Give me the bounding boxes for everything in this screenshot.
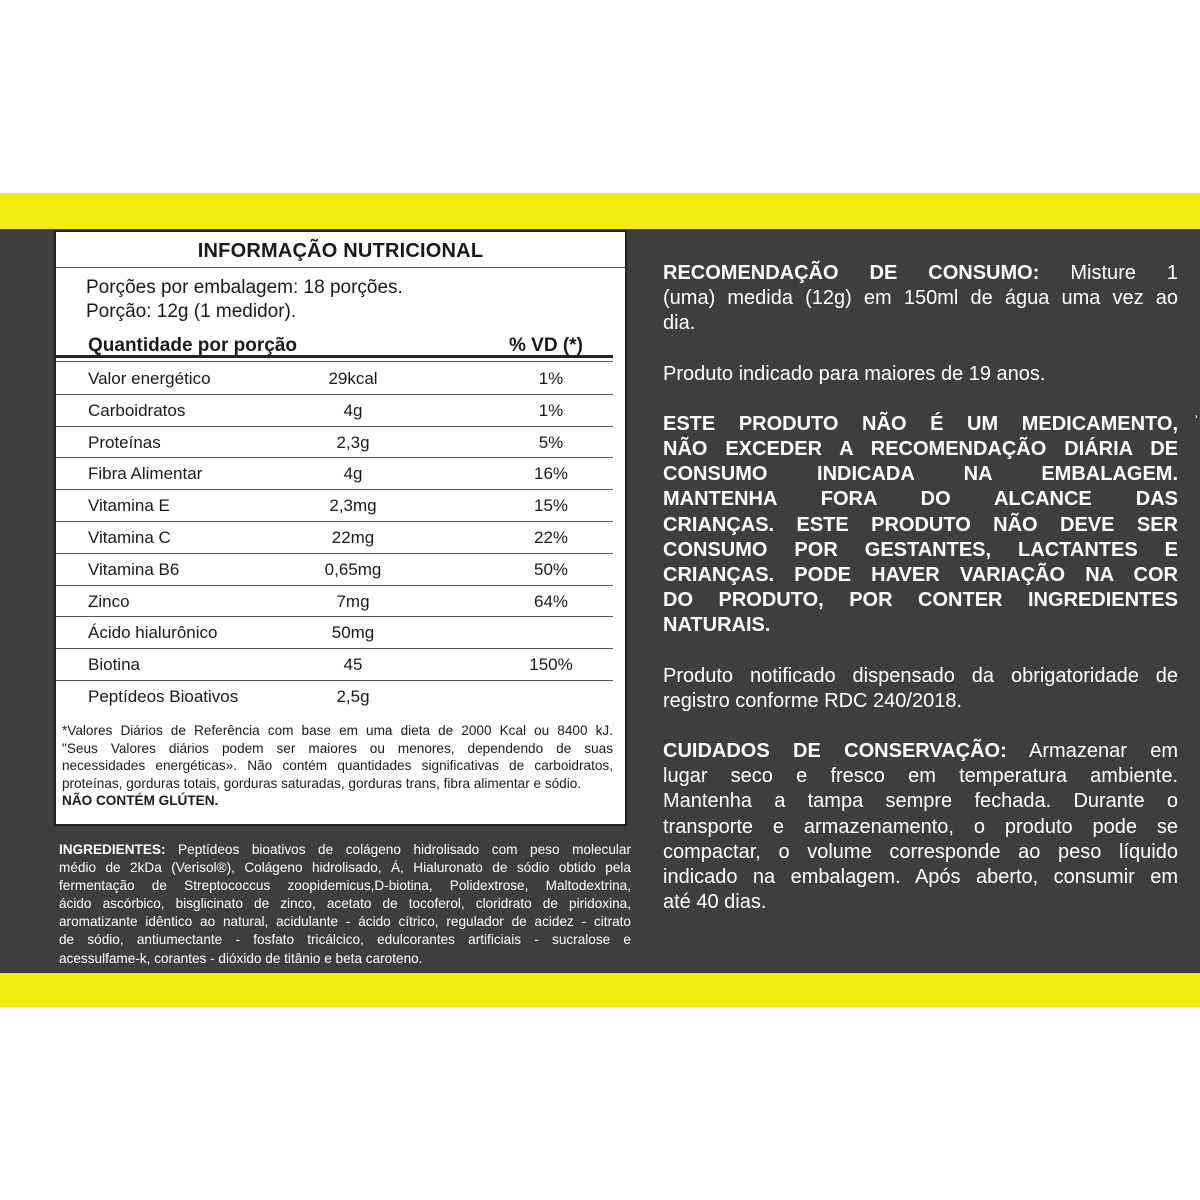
warning-block xyxy=(663,412,1178,639)
gluten-notice: NÃO CONTÉM GLÚTEN. xyxy=(62,793,219,808)
care-first-text: Armazenar em xyxy=(1006,740,1178,763)
ingredients-line: aromatizante idêntico ao natural, acidulante - ácido cítrico, regulador de acidez - citrato xyxy=(59,914,631,930)
care-line: indicado na embalagem. Após aberto, consumir em xyxy=(663,866,1178,889)
footnote-line: proteínas, gorduras totais, gorduras saturadas, gorduras trans, fibra alimentar e sódio. xyxy=(62,775,582,791)
nutrition-row: Biotina 45 150% xyxy=(56,649,613,681)
care-line: lugar seco e fresco em temperatura ambiente. xyxy=(663,765,1178,788)
footnote-line: "Seus Valores diários podem ser maiores ou menores, dependendo de suas xyxy=(62,740,613,756)
nutrition-row: Fibra Alimentar 4g 16% xyxy=(56,458,613,490)
storage-care xyxy=(663,739,1178,915)
warning-line: DO PRODUTO, POR CONTER INGREDIENTES xyxy=(663,589,1178,612)
consumption-recommendation xyxy=(663,261,1178,337)
portion-size: Porção: 12g (1 medidor). xyxy=(86,301,297,322)
nutrition-row: Vitamina E 2,3mg 15% xyxy=(56,490,613,522)
ingredients-line xyxy=(59,841,631,859)
ingredients-line: ácido ascórbico, bisglicinato de zinco, acetato de tocoferol, cloridrato de piridoxina, xyxy=(59,896,631,912)
ingredients-first-text: Peptídeos bioativos de colágeno hidrolisado com peso molecular xyxy=(165,842,631,857)
age-note-text: Produto indicado para maiores de 19 anos. xyxy=(663,362,1046,385)
ingredients-label: INGREDIENTES: xyxy=(59,842,166,857)
nutrient-name: Ácido hialurônico xyxy=(88,623,218,643)
nutrient-name: Vitamina C xyxy=(88,527,171,547)
care-line: compactar, o volume corresponde ao peso líquido xyxy=(663,840,1178,863)
warning-line: MANTENHA FORA DO ALCANCE DAS xyxy=(663,488,1178,511)
recommendation-first-text: Misture 1 xyxy=(1039,262,1178,284)
notification-line: Produto notificado dispensado da obrigatoridade de xyxy=(663,664,1178,687)
footnote-line: necessidades energéticas». Não contém quantidades significativas de carboidratos, xyxy=(62,758,613,773)
recommendation-label: RECOMENDAÇÃO DE CONSUMO: xyxy=(663,262,1040,284)
nutrition-title: INFORMAÇÃO NUTRICIONAL xyxy=(56,232,625,268)
recommendation-line xyxy=(663,261,1178,286)
edge-mark: ʾ xyxy=(1194,413,1199,429)
warning-line: ESTE PRODUTO NÃO É UM MEDICAMENTO, xyxy=(663,412,1178,435)
footnote-line: *Valores Diários de Referência com base em uma dieta de 2000 Kcal ou 8400 kJ. xyxy=(62,723,613,738)
nutrition-header xyxy=(56,331,613,362)
nutrient-name: Peptídeos Bioativos xyxy=(88,686,239,706)
warning-line: NÃO EXCEDER A RECOMENDAÇÃO DIÁRIA DE xyxy=(663,438,1178,461)
care-line: Mantenha a tampa sempre fechada. Durante o xyxy=(663,790,1178,813)
notification-note xyxy=(663,664,1178,714)
care-line: até 40 dias. xyxy=(663,891,767,914)
nutrition-row: Zinco 7mg 64% xyxy=(56,586,613,618)
nutrient-name: Proteínas xyxy=(88,432,161,452)
ingredients-line: de sódio, antiumectante - fosfato tricálcico, edulcorantes artificiais - sucralose e xyxy=(59,932,631,948)
nutrient-name: Zinco xyxy=(88,591,130,611)
warning-line: CONSUMO POR GESTANTES, LACTANTES E xyxy=(663,538,1178,561)
bottom-yellow-stripe xyxy=(0,973,1200,1007)
ingredients-line: fermentação de Streptococcus zoopidemicus,D-biotina, Polidextrose, Maltodextrina, xyxy=(59,878,631,894)
top-yellow-stripe xyxy=(0,193,1200,229)
recommendation-line: (uma) medida (12g) em 150ml de água uma vez ao xyxy=(663,287,1178,310)
nutrition-row: Proteínas 2,3g 5% xyxy=(56,427,613,459)
warning-line: CRIANÇAS. PODE HAVER VARIAÇÃO NA COR xyxy=(663,564,1178,587)
nutrient-name: Vitamina E xyxy=(88,496,170,516)
nutrient-name: Vitamina B6 xyxy=(88,559,180,579)
nutrient-name: Biotina xyxy=(88,655,140,675)
col-vd-header: % VD (*) xyxy=(509,335,583,356)
ingredients-line: médio de 2kDa (Verisol®), Colágeno hidrolisado, Á, Hialuronato de sódio obtido pela xyxy=(59,860,631,876)
col-quantity-header: Quantidade por porção xyxy=(88,335,298,356)
portions-per-pack: Porções por embalagem: 18 porções. xyxy=(86,277,403,298)
warning-line: NATURAIS. xyxy=(663,614,771,637)
nutrition-row: Vitamina B6 0,65mg 50% xyxy=(56,554,613,586)
nutrition-rows xyxy=(56,363,613,713)
nutrition-row: Ácido hialurônico 50mg xyxy=(56,617,613,649)
nutrition-table xyxy=(54,230,627,826)
ingredients-line: acessulfame-k, corantes - dióxido de titânio e beta caroteno. xyxy=(59,950,423,966)
nutrition-row: Vitamina C 22mg 22% xyxy=(56,522,613,554)
warning-line: CONSUMO INDICADA NA EMBALAGEM. xyxy=(663,463,1178,486)
warning-line: CRIANÇAS. ESTE PRODUTO NÃO DEVE SER xyxy=(663,513,1178,536)
age-note xyxy=(663,362,1178,387)
right-column xyxy=(663,261,1178,940)
notification-line: registro conforme RDC 240/2018. xyxy=(663,689,963,712)
nutrient-name: Carboidratos xyxy=(88,400,186,420)
nutrition-row: Valor energético 29kcal 1% xyxy=(56,363,613,395)
nutrition-row: Peptídeos Bioativos 2,5g xyxy=(88,686,370,706)
nutrition-footnote xyxy=(56,718,629,810)
recommendation-line: dia. xyxy=(663,312,696,335)
care-line xyxy=(663,739,1178,764)
nutrient-name: Valor energético xyxy=(88,369,211,388)
ingredients-block xyxy=(59,841,631,968)
nutrition-row: Carboidratos 4g 1% xyxy=(56,395,613,427)
nutrient-name: Fibra Alimentar xyxy=(88,464,203,484)
care-line: transporte e armazenamento, o produto pode se xyxy=(663,815,1178,838)
care-label: CUIDADOS DE CONSERVAÇÃO: xyxy=(663,740,1007,763)
